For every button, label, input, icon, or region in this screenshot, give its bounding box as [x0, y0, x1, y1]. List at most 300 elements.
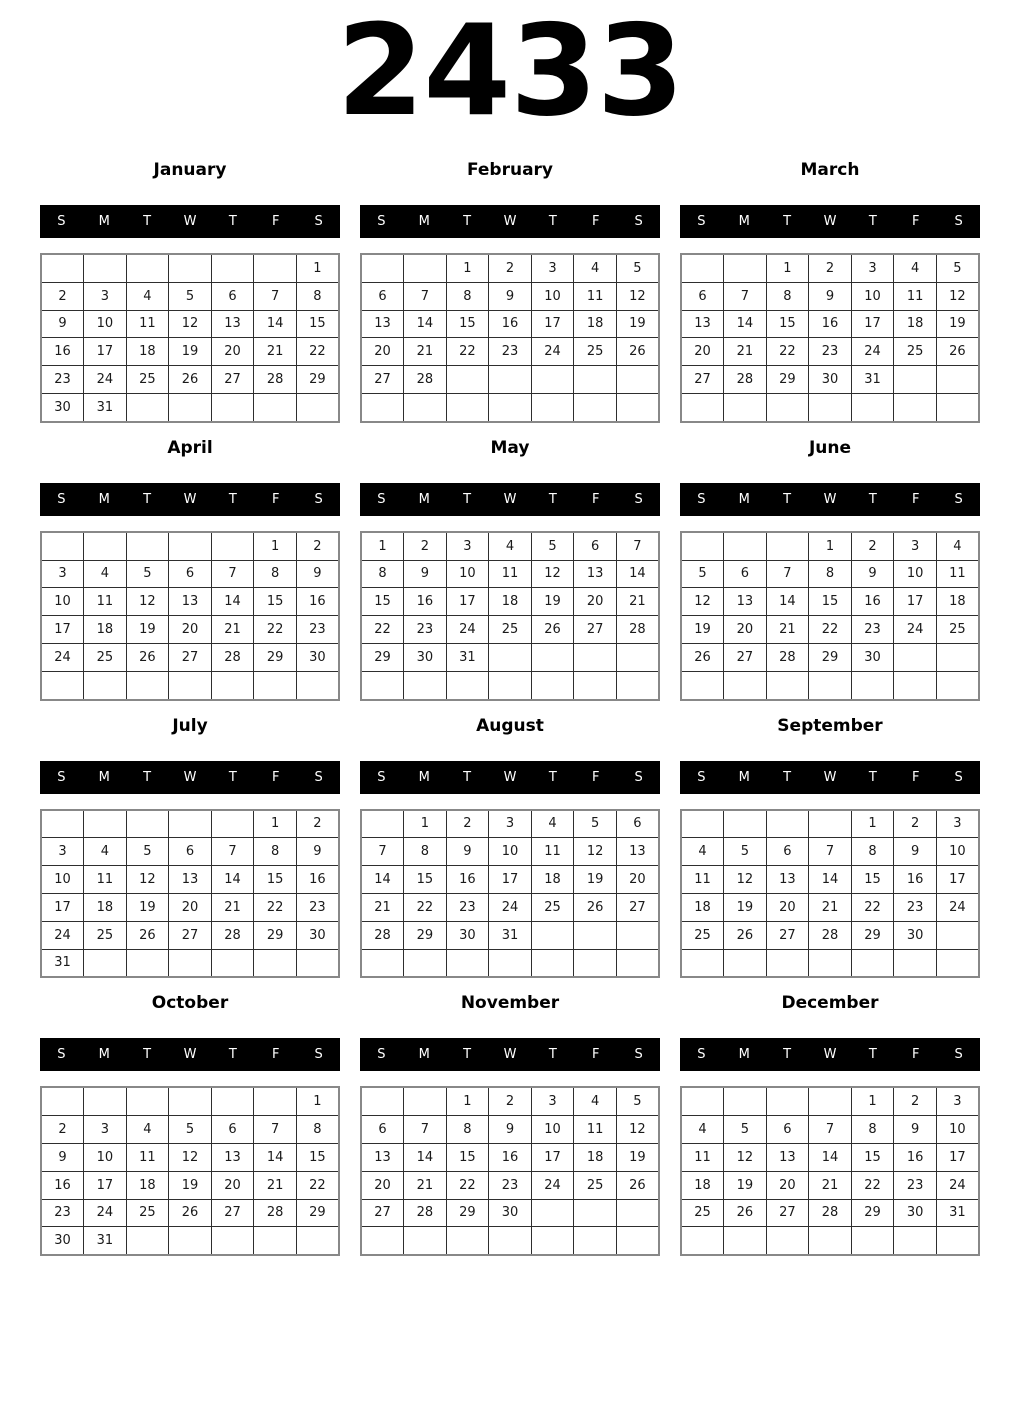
- weekday-label: F: [591, 491, 600, 507]
- date-cell-empty: [446, 671, 489, 699]
- weekday-label: T: [143, 769, 152, 785]
- date-cell: 17: [851, 310, 894, 338]
- month-title: June: [808, 437, 852, 458]
- date-cell: 2: [851, 532, 894, 560]
- weekday-label: S: [57, 1047, 66, 1063]
- date-cell-empty: [936, 366, 979, 394]
- date-cell-empty: [766, 671, 809, 699]
- date-cell: 12: [169, 1143, 212, 1171]
- weekday-label: F: [911, 214, 920, 229]
- date-cell: 14: [724, 310, 767, 338]
- date-cell: 6: [211, 282, 254, 310]
- weekday-header: [360, 205, 660, 238]
- week-row: [41, 1116, 339, 1144]
- dates-table: [40, 253, 340, 423]
- date-cell: 12: [169, 310, 212, 338]
- date-cell-empty: [894, 671, 937, 699]
- date-cell: 9: [894, 838, 937, 866]
- date-cell: 30: [404, 643, 447, 671]
- date-cell-empty: [84, 254, 127, 282]
- date-cell: 15: [254, 866, 297, 894]
- weekday-label: S: [697, 769, 706, 785]
- date-cell: 6: [169, 838, 212, 866]
- date-cell: 5: [724, 1116, 767, 1144]
- date-cell-empty: [724, 1087, 767, 1115]
- date-cell: 7: [809, 838, 852, 866]
- month-march: [680, 160, 980, 423]
- date-cell-empty: [169, 254, 212, 282]
- date-cell-empty: [169, 393, 212, 421]
- date-cell: 18: [894, 310, 937, 338]
- date-cell: 7: [724, 282, 767, 310]
- date-cell: 9: [851, 560, 894, 588]
- weekday-header: [40, 1038, 340, 1071]
- date-cell-empty: [851, 393, 894, 421]
- date-cell: 6: [361, 1116, 404, 1144]
- date-cell: 17: [446, 588, 489, 616]
- date-cell: 19: [936, 310, 979, 338]
- date-cell: 28: [211, 643, 254, 671]
- date-cell-empty: [41, 671, 84, 699]
- date-cell: 16: [489, 1143, 532, 1171]
- date-cell: 6: [211, 1116, 254, 1144]
- date-cell: 20: [169, 893, 212, 921]
- date-cell: 15: [446, 310, 489, 338]
- date-cell: 21: [211, 616, 254, 644]
- date-cell: 6: [361, 282, 404, 310]
- date-cell: 15: [296, 1143, 339, 1171]
- date-cell: 23: [41, 1199, 84, 1227]
- date-cell: 5: [169, 282, 212, 310]
- date-cell: 27: [211, 1199, 254, 1227]
- date-cell: 4: [894, 254, 937, 282]
- date-cell: 24: [489, 893, 532, 921]
- date-cell: 4: [84, 838, 127, 866]
- date-cell: 3: [894, 532, 937, 560]
- date-cell-empty: [616, 393, 659, 421]
- date-cell: 7: [616, 532, 659, 560]
- date-cell: 28: [809, 1199, 852, 1227]
- date-cell: 14: [404, 310, 447, 338]
- date-cell: 21: [724, 338, 767, 366]
- date-cell-empty: [936, 1227, 979, 1255]
- weekday-header: [680, 1038, 980, 1071]
- week-row: [681, 1143, 979, 1171]
- weekday-label: S: [697, 491, 706, 507]
- date-cell: 8: [809, 560, 852, 588]
- date-cell-empty: [361, 949, 404, 977]
- date-cell: 12: [724, 866, 767, 894]
- date-cell-empty: [126, 254, 169, 282]
- week-row: [681, 643, 979, 671]
- date-cell-empty: [766, 532, 809, 560]
- date-cell: 21: [404, 1171, 447, 1199]
- date-cell-empty: [169, 810, 212, 838]
- date-cell: 9: [489, 1116, 532, 1144]
- date-cell: 3: [84, 282, 127, 310]
- weekday-label: S: [634, 1047, 643, 1063]
- date-cell: 31: [489, 921, 532, 949]
- date-cell: 23: [809, 338, 852, 366]
- date-cell: 27: [361, 366, 404, 394]
- date-cell: 25: [681, 1199, 724, 1227]
- date-cell: 20: [211, 338, 254, 366]
- date-cell-empty: [41, 810, 84, 838]
- date-cell-empty: [681, 810, 724, 838]
- weekday-label: T: [783, 1047, 792, 1063]
- date-cell: 18: [574, 1143, 617, 1171]
- date-cell: 15: [404, 866, 447, 894]
- weekday-label: S: [954, 214, 963, 229]
- date-cell: 26: [681, 643, 724, 671]
- date-cell: 7: [254, 282, 297, 310]
- weekday-label: W: [503, 769, 517, 785]
- date-cell-empty: [681, 1087, 724, 1115]
- date-cell-empty: [169, 949, 212, 977]
- date-cell-empty: [489, 643, 532, 671]
- week-row: [681, 282, 979, 310]
- week-row: [41, 1087, 339, 1115]
- date-cell: 4: [681, 838, 724, 866]
- date-cell: 17: [936, 866, 979, 894]
- date-cell: 3: [446, 532, 489, 560]
- date-cell-empty: [574, 1199, 617, 1227]
- date-cell-empty: [574, 921, 617, 949]
- date-cell: 30: [809, 366, 852, 394]
- date-cell: 6: [574, 532, 617, 560]
- weekday-label: W: [503, 491, 517, 507]
- date-cell: 5: [126, 560, 169, 588]
- weekday-label: F: [911, 491, 920, 507]
- date-cell: 8: [446, 1116, 489, 1144]
- date-cell: 23: [489, 338, 532, 366]
- date-cell-empty: [531, 671, 574, 699]
- weekday-label: F: [911, 769, 920, 785]
- date-cell-empty: [531, 921, 574, 949]
- week-row: [681, 1087, 979, 1115]
- date-cell-empty: [894, 366, 937, 394]
- weekday-label: T: [228, 769, 237, 785]
- date-cell-empty: [211, 810, 254, 838]
- date-cell: 22: [851, 1171, 894, 1199]
- date-cell: 19: [531, 588, 574, 616]
- date-cell-empty: [254, 671, 297, 699]
- weekday-label: T: [548, 214, 557, 229]
- date-cell: 8: [851, 838, 894, 866]
- weekday-label: S: [634, 769, 643, 785]
- date-cell: 17: [531, 310, 574, 338]
- date-cell-empty: [211, 1227, 254, 1255]
- date-cell-empty: [404, 671, 447, 699]
- date-cell: 15: [851, 866, 894, 894]
- date-cell-empty: [724, 949, 767, 977]
- date-cell: 16: [894, 866, 937, 894]
- date-cell-empty: [126, 1087, 169, 1115]
- date-cell: 2: [489, 254, 532, 282]
- date-cell: 8: [446, 282, 489, 310]
- date-cell: 1: [254, 810, 297, 838]
- date-cell: 15: [446, 1143, 489, 1171]
- week-row: [41, 810, 339, 838]
- date-cell: 12: [574, 838, 617, 866]
- date-cell: 25: [489, 616, 532, 644]
- date-cell: 22: [404, 893, 447, 921]
- date-cell: 13: [361, 1143, 404, 1171]
- date-cell: 14: [254, 310, 297, 338]
- weekday-label: S: [57, 491, 66, 507]
- week-row: [361, 588, 659, 616]
- date-cell: 23: [296, 893, 339, 921]
- date-cell: 27: [724, 643, 767, 671]
- date-cell-empty: [361, 1087, 404, 1115]
- date-cell-empty: [809, 810, 852, 838]
- date-cell: 15: [361, 588, 404, 616]
- date-cell-empty: [531, 949, 574, 977]
- weekday-header: [360, 761, 660, 794]
- date-cell: 24: [84, 1199, 127, 1227]
- week-row: [41, 366, 339, 394]
- date-cell: 18: [681, 893, 724, 921]
- month-november: [360, 993, 660, 1256]
- month-title: December: [781, 993, 879, 1014]
- date-cell: 24: [41, 921, 84, 949]
- date-cell-empty: [446, 1227, 489, 1255]
- date-cell: 3: [936, 810, 979, 838]
- week-row: [41, 532, 339, 560]
- week-row: [361, 671, 659, 699]
- weekday-label: T: [868, 491, 877, 507]
- date-cell-empty: [254, 254, 297, 282]
- date-cell: 22: [361, 616, 404, 644]
- date-cell-empty: [489, 671, 532, 699]
- date-cell: 14: [809, 866, 852, 894]
- date-cell: 30: [894, 1199, 937, 1227]
- weekday-label: S: [377, 1047, 386, 1063]
- date-cell-empty: [936, 671, 979, 699]
- week-row: [361, 1171, 659, 1199]
- date-cell: 24: [894, 616, 937, 644]
- date-cell-empty: [616, 671, 659, 699]
- date-cell: 3: [531, 254, 574, 282]
- week-row: [681, 254, 979, 282]
- date-cell: 15: [766, 310, 809, 338]
- date-cell: 20: [724, 616, 767, 644]
- date-cell: 14: [361, 866, 404, 894]
- date-cell-empty: [84, 1087, 127, 1115]
- week-row: [41, 671, 339, 699]
- date-cell-empty: [489, 1227, 532, 1255]
- date-cell: 23: [894, 893, 937, 921]
- date-cell-empty: [681, 254, 724, 282]
- weekday-label: T: [783, 491, 792, 507]
- date-cell-empty: [84, 671, 127, 699]
- weekday-header: [680, 205, 980, 238]
- date-cell: 19: [574, 866, 617, 894]
- date-cell-empty: [851, 1227, 894, 1255]
- date-cell: 12: [616, 282, 659, 310]
- date-cell: 13: [766, 1143, 809, 1171]
- weekday-header: [680, 483, 980, 516]
- week-row: [361, 366, 659, 394]
- date-cell: 27: [211, 366, 254, 394]
- weekday-label: T: [463, 769, 472, 785]
- date-cell: 19: [724, 893, 767, 921]
- date-cell: 7: [254, 1116, 297, 1144]
- date-cell: 14: [254, 1143, 297, 1171]
- date-cell-empty: [211, 949, 254, 977]
- dates-table: [680, 253, 980, 423]
- date-cell-empty: [851, 671, 894, 699]
- week-row: [41, 588, 339, 616]
- week-row: [361, 1116, 659, 1144]
- weekday-label: M: [738, 769, 750, 785]
- date-cell: 25: [84, 643, 127, 671]
- dates-table: [680, 809, 980, 979]
- date-cell-empty: [361, 393, 404, 421]
- weekday-label: W: [183, 1047, 197, 1063]
- date-cell: 11: [489, 560, 532, 588]
- week-row: [41, 1171, 339, 1199]
- date-cell-empty: [489, 366, 532, 394]
- date-cell: 21: [254, 338, 297, 366]
- date-cell-empty: [169, 671, 212, 699]
- date-cell: 9: [404, 560, 447, 588]
- date-cell-empty: [681, 393, 724, 421]
- weekday-label: F: [591, 214, 600, 229]
- date-cell: 1: [361, 532, 404, 560]
- week-row: [361, 393, 659, 421]
- month-title: July: [172, 715, 208, 736]
- month-august: [360, 716, 660, 979]
- week-row: [681, 366, 979, 394]
- date-cell-empty: [894, 949, 937, 977]
- weekday-label: W: [823, 1047, 837, 1063]
- date-cell: 8: [254, 838, 297, 866]
- date-cell: 27: [361, 1199, 404, 1227]
- weekday-label: S: [377, 769, 386, 785]
- date-cell: 26: [574, 893, 617, 921]
- date-cell: 22: [254, 893, 297, 921]
- date-cell: 5: [936, 254, 979, 282]
- date-cell: 28: [404, 1199, 447, 1227]
- date-cell-empty: [296, 949, 339, 977]
- weekday-label: T: [783, 214, 792, 229]
- date-cell: 13: [681, 310, 724, 338]
- date-cell: 29: [446, 1199, 489, 1227]
- date-cell: 28: [809, 921, 852, 949]
- date-cell: 14: [404, 1143, 447, 1171]
- weekday-label: T: [143, 1047, 152, 1063]
- date-cell: 29: [361, 643, 404, 671]
- date-cell-empty: [809, 671, 852, 699]
- date-cell-empty: [296, 393, 339, 421]
- week-row: [681, 532, 979, 560]
- week-row: [41, 893, 339, 921]
- date-cell: 21: [404, 338, 447, 366]
- date-cell: 20: [361, 1171, 404, 1199]
- date-cell: 11: [574, 282, 617, 310]
- date-cell: 15: [851, 1143, 894, 1171]
- date-cell: 18: [574, 310, 617, 338]
- date-cell: 7: [404, 1116, 447, 1144]
- date-cell: 1: [404, 810, 447, 838]
- date-cell: 27: [616, 893, 659, 921]
- date-cell: 16: [894, 1143, 937, 1171]
- date-cell-empty: [404, 393, 447, 421]
- date-cell: 2: [296, 810, 339, 838]
- date-cell: 27: [169, 643, 212, 671]
- month-title: September: [777, 715, 883, 736]
- date-cell: 18: [126, 338, 169, 366]
- date-cell-empty: [936, 921, 979, 949]
- date-cell-empty: [361, 810, 404, 838]
- date-cell: 3: [41, 560, 84, 588]
- date-cell: 6: [724, 560, 767, 588]
- week-row: [681, 338, 979, 366]
- date-cell: 16: [446, 866, 489, 894]
- week-row: [681, 616, 979, 644]
- date-cell: 10: [894, 560, 937, 588]
- date-cell: 21: [766, 616, 809, 644]
- date-cell-empty: [616, 949, 659, 977]
- date-cell: 18: [84, 893, 127, 921]
- weekday-label: T: [548, 1047, 557, 1063]
- date-cell-empty: [404, 254, 447, 282]
- date-cell: 20: [616, 866, 659, 894]
- week-row: [361, 1227, 659, 1255]
- week-row: [41, 282, 339, 310]
- month-june: [680, 438, 980, 701]
- date-cell: 12: [724, 1143, 767, 1171]
- date-cell-empty: [766, 810, 809, 838]
- date-cell: 22: [446, 338, 489, 366]
- date-cell-empty: [254, 1087, 297, 1115]
- weekday-label: M: [98, 214, 110, 229]
- date-cell: 1: [851, 1087, 894, 1115]
- date-cell-empty: [574, 1227, 617, 1255]
- weekday-label: F: [591, 769, 600, 785]
- date-cell: 20: [766, 1171, 809, 1199]
- date-cell: 6: [681, 282, 724, 310]
- date-cell: 5: [724, 838, 767, 866]
- date-cell: 27: [681, 366, 724, 394]
- date-cell-empty: [531, 1227, 574, 1255]
- date-cell: 25: [894, 338, 937, 366]
- date-cell: 29: [254, 921, 297, 949]
- date-cell-empty: [531, 393, 574, 421]
- date-cell: 2: [489, 1087, 532, 1115]
- date-cell-empty: [531, 366, 574, 394]
- date-cell: 5: [616, 1087, 659, 1115]
- date-cell: 10: [531, 282, 574, 310]
- date-cell-empty: [41, 532, 84, 560]
- date-cell: 14: [809, 1143, 852, 1171]
- date-cell: 10: [41, 866, 84, 894]
- weekday-label: T: [228, 491, 237, 507]
- weekday-label: M: [418, 1047, 430, 1063]
- week-row: [361, 810, 659, 838]
- weekday-label: M: [738, 214, 750, 229]
- date-cell: 5: [681, 560, 724, 588]
- date-cell: 26: [936, 338, 979, 366]
- date-cell: 22: [851, 893, 894, 921]
- date-cell: 13: [169, 588, 212, 616]
- date-cell: 30: [41, 393, 84, 421]
- week-row: [41, 310, 339, 338]
- date-cell-empty: [766, 1087, 809, 1115]
- date-cell: 18: [531, 866, 574, 894]
- date-cell-empty: [211, 393, 254, 421]
